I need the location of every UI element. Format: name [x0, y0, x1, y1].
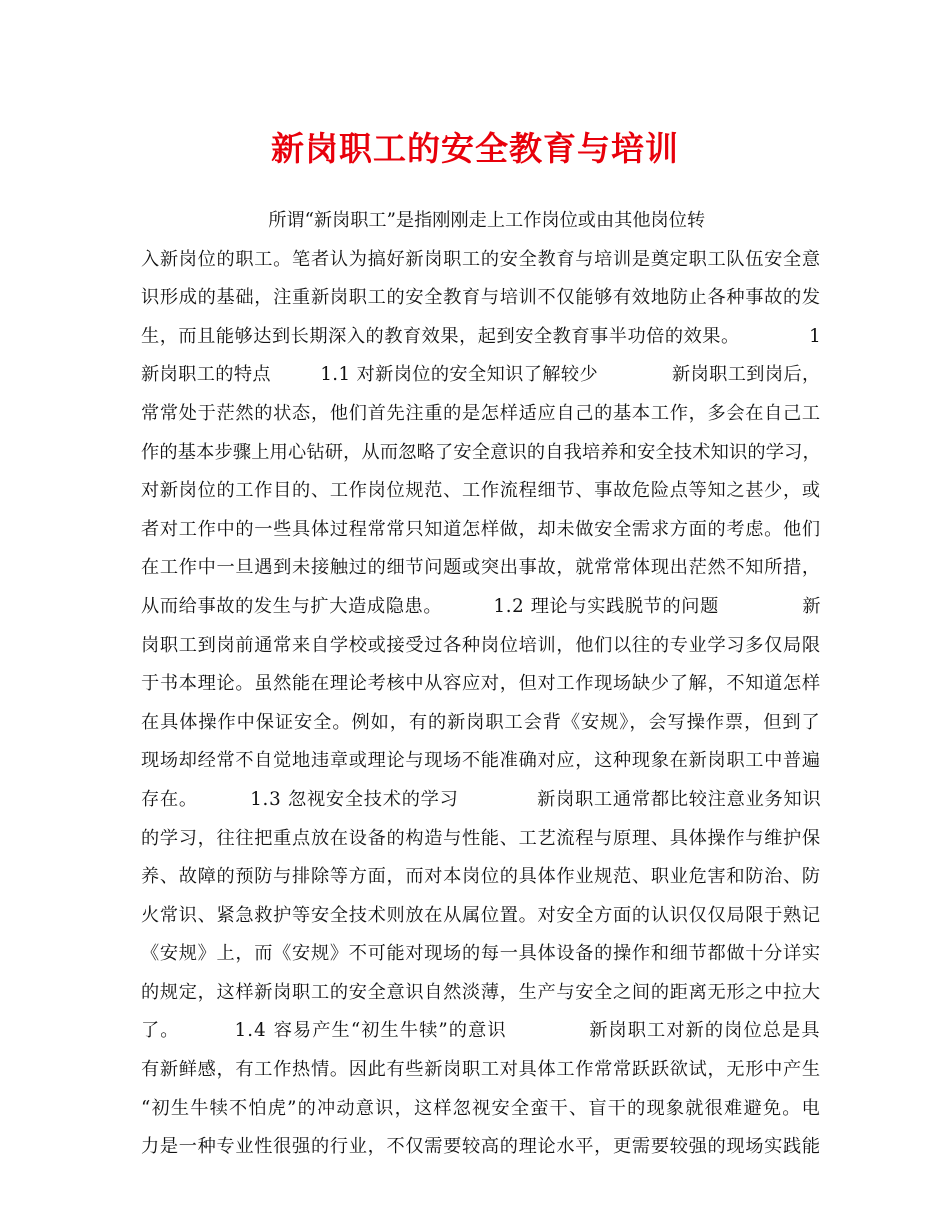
body-line: 从而给事故的发生与扩大造成隐患。 1.2 理论与实践脱节的问题 新 — [141, 595, 822, 617]
body-line: 者对工作中的一些具体过程常常只知道怎样做，却未做安全需求方面的考虑。他们 — [141, 518, 821, 540]
body-line: 识形成的基础，注重新岗职工的安全教育与培训不仅能够有效地防止各种事故的发 — [141, 287, 821, 309]
document-body — [141, 202, 821, 1167]
body-line: 有新鲜感，有工作热情。因此有些新岗职工对具体工作常常跃跃欲试，无形中产生 — [141, 1059, 821, 1081]
body-line: 现场却经常不自觉地违章或理论与现场不能准确对应，这种现象在新岗职工中普遍 — [141, 750, 821, 772]
body-line: 所谓“新岗职工”是指刚刚走上工作岗位或由其他岗位转 — [141, 210, 706, 231]
body-line: 的学习，往往把重点放在设备的构造与性能、工艺流程与原理、具体操作与维护保 — [141, 827, 821, 849]
body-line: 火常识、紧急救护等安全技术则放在从属位置。对安全方面的认识仅仅局限于熟记 — [141, 904, 821, 926]
body-line: 入新岗位的职工。笔者认为搞好新岗职工的安全教育与培训是奠定职工队伍安全意 — [141, 248, 821, 270]
body-line: “初生牛犊不怕虎”的冲动意识，这样忽视安全蛮干、盲干的现象就很难避免。电 — [141, 1097, 821, 1119]
body-line: 岗职工到岗前通常来自学校或接受过各种岗位培训，他们以往的专业学习多仅局限 — [141, 634, 821, 656]
body-line: 于书本理论。虽然能在理论考核中从容应对，但对工作现场缺少了解，不知道怎样 — [141, 673, 821, 695]
body-line: 常常处于茫然的状态，他们首先注重的是怎样适应自己的基本工作，多会在自己工 — [141, 402, 821, 424]
body-line: 力是一种专业性很强的行业，不仅需要较高的理论水平，更需要较强的现场实践能 — [141, 1136, 821, 1158]
body-line: 在具体操作中保证安全。例如，有的新岗职工会背《安规》，会写操作票，但到了 — [141, 711, 821, 733]
document-title: 新岗职工的安全教育与培训 — [271, 129, 679, 168]
body-line: 养、故障的预防与排除等方面，而对本岗位的具体作业规范、职业危害和防治、防 — [141, 866, 821, 888]
body-line: 了。 1.4 容易产生“初生牛犊”的意识 新岗职工对新的岗位总是具 — [141, 1020, 821, 1042]
body-line: 生，而且能够达到长期深入的教育效果，起到安全教育事半功倍的效果。 1 — [141, 325, 822, 347]
body-line: 《安规》上，而《安规》不可能对现场的每一具体设备的操作和细节都做十分详实 — [141, 943, 821, 965]
body-line: 存在。 1.3 忽视安全技术的学习 新岗职工通常都比较注意业务知识 — [141, 788, 822, 810]
body-line: 作的基本步骤上用心钻研，从而忽略了安全意识的自我培养和安全技术知识的学习， — [141, 441, 821, 463]
body-line: 在工作中一旦遇到未接触过的细节问题或突出事故，就常常体现出茫然不知所措， — [141, 557, 821, 579]
body-line: 对新岗位的工作目的、工作岗位规范、工作流程细节、事故危险点等知之甚少，或 — [141, 480, 821, 502]
body-line: 的规定，这样新岗职工的安全意识自然淡薄，生产与安全之间的距离无形之中拉大 — [141, 981, 821, 1003]
body-line: 新岗职工的特点 1.1 对新岗位的安全知识了解较少 新岗职工到岗后， — [141, 364, 821, 386]
